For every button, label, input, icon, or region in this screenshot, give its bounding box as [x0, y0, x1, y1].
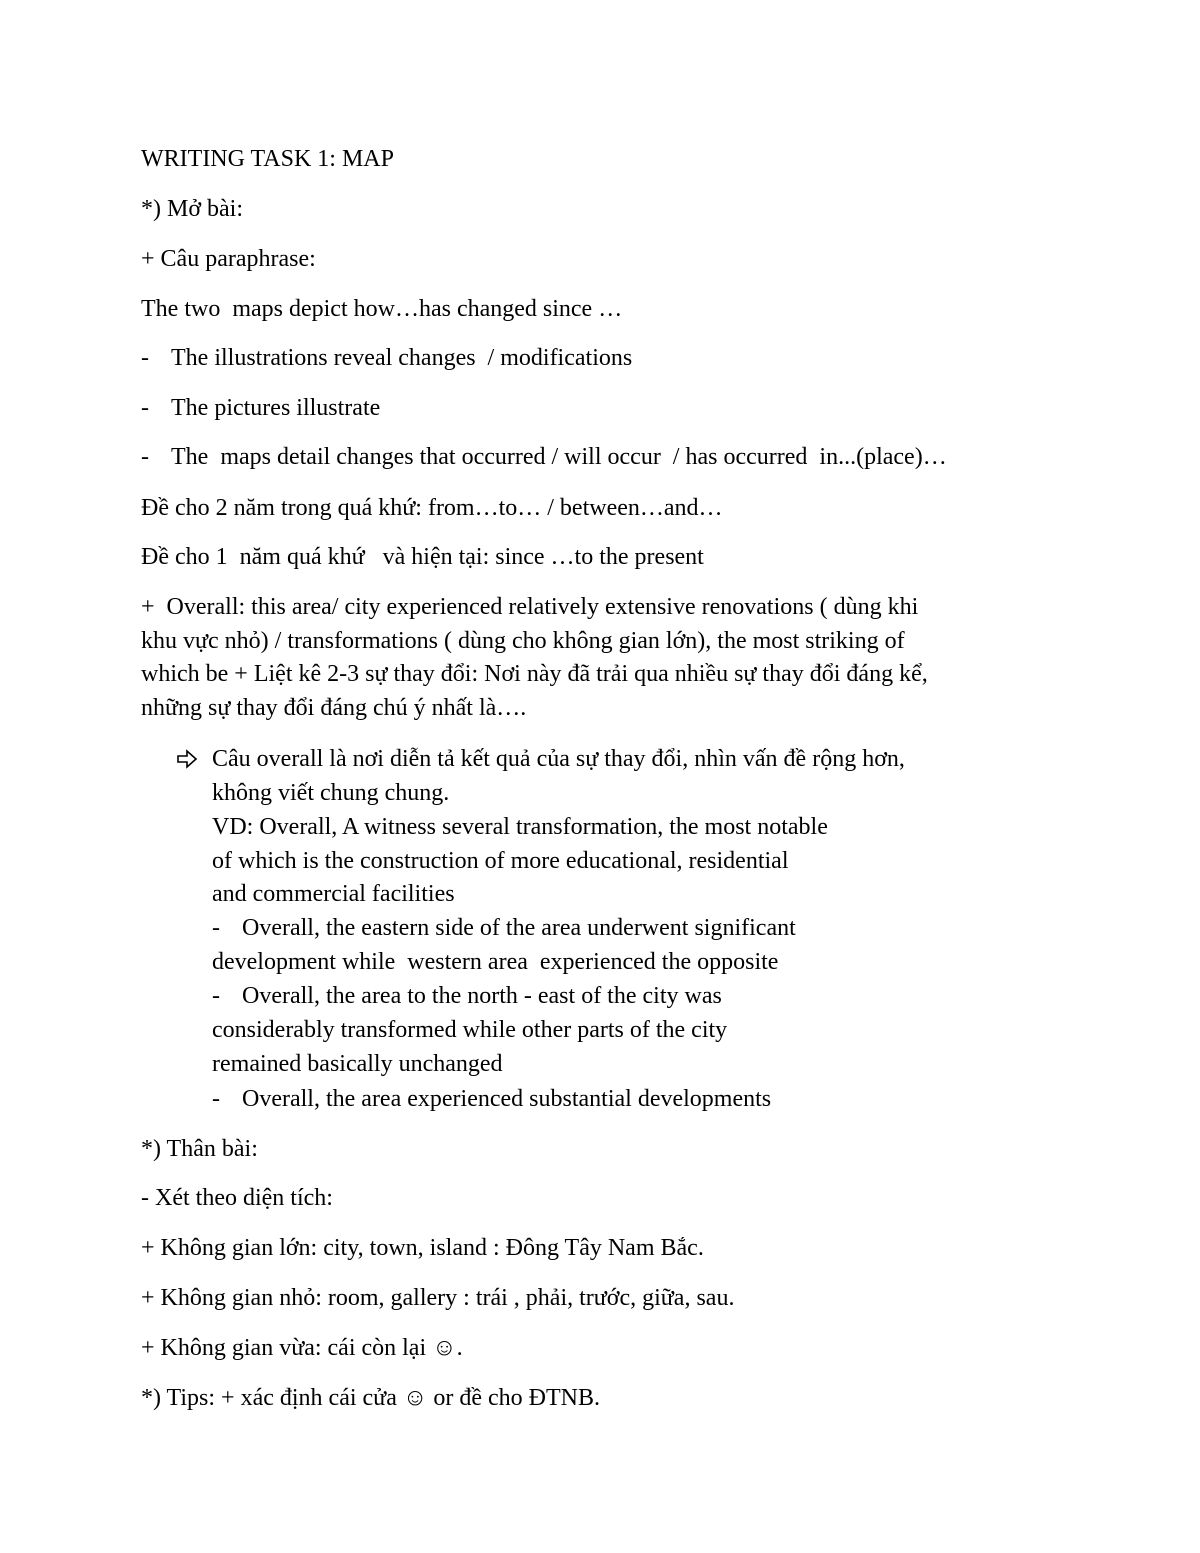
paraphrase-option: The pictures illustrate: [171, 395, 381, 421]
paraphrase-option: The maps detail changes that occurred / will occur / has occurred in...(place)…: [171, 444, 947, 470]
example-line: of which is the construction of more educational, residential: [212, 848, 789, 874]
past-present-note: Đề cho 1 năm quá khứ và hiện tại: since …to the present: [141, 544, 704, 570]
overall-line: + Overall: this area/ city experienced relatively extensive renovations ( dùng khi: [141, 594, 919, 620]
overall-example-line: considerably transformed while other parts of the city: [212, 1017, 728, 1043]
example-line: VD: Overall, A witness several transformation, the most notable: [212, 814, 828, 840]
list-bullet: -: [212, 983, 220, 1009]
example-line: and commercial facilities: [212, 881, 455, 907]
list-bullet: -: [141, 345, 149, 371]
document-title: WRITING TASK 1: MAP: [141, 146, 394, 172]
list-bullet: -: [141, 444, 149, 470]
area-item: + Không gian lớn: city, town, island : Đông Tây Nam Bắc.: [141, 1235, 704, 1261]
overall-line: những sự thay đổi đáng chú ý nhất là….: [141, 695, 527, 721]
list-bullet: -: [212, 915, 220, 941]
list-bullet: -: [212, 1086, 220, 1112]
paraphrase-example: The two maps depict how…has changed since …: [141, 296, 623, 322]
area-item: + Không gian nhỏ: room, gallery : trái , phải, trước, giữa, sau.: [141, 1285, 735, 1311]
tips-line: *) Tips: + xác định cái cửa ☺ or đề cho ĐTNB.: [141, 1385, 600, 1411]
overall-example-line: Overall, the area experienced substantial developments: [242, 1086, 772, 1112]
overall-line: which be + Liệt kê 2-3 sự thay đổi: Nơi này đã trải qua nhiều sự thay đổi đáng kể,: [141, 661, 928, 687]
area-item: + Không gian vừa: cái còn lại ☺.: [141, 1335, 463, 1361]
intro-heading: *) Mở bài:: [141, 196, 244, 222]
outlined-right-arrow-icon: [176, 748, 198, 770]
overall-note-line: Câu overall là nơi diễn tả kết quả của sự thay đổi, nhìn vấn đề rộng hơn,: [212, 746, 905, 772]
overall-line: khu vực nhỏ) / transformations ( dùng cho không gian lớn), the most striking of: [141, 628, 905, 654]
overall-example-line: Overall, the eastern side of the area underwent significant: [242, 915, 796, 941]
overall-note-line: không viết chung chung.: [212, 780, 450, 806]
paraphrase-heading: + Câu paraphrase:: [141, 246, 316, 272]
body-heading: *) Thân bài:: [141, 1136, 258, 1162]
two-years-note: Đề cho 2 năm trong quá khứ: from…to… / between…and…: [141, 495, 723, 521]
list-bullet: -: [141, 395, 149, 421]
overall-example-line: development while western area experienced the opposite: [212, 949, 779, 975]
paraphrase-option: The illustrations reveal changes / modifications: [171, 345, 633, 371]
overall-example-line: remained basically unchanged: [212, 1051, 503, 1077]
overall-example-line: Overall, the area to the north - east of the city was: [242, 983, 722, 1009]
area-heading: - Xét theo diện tích:: [141, 1185, 333, 1211]
